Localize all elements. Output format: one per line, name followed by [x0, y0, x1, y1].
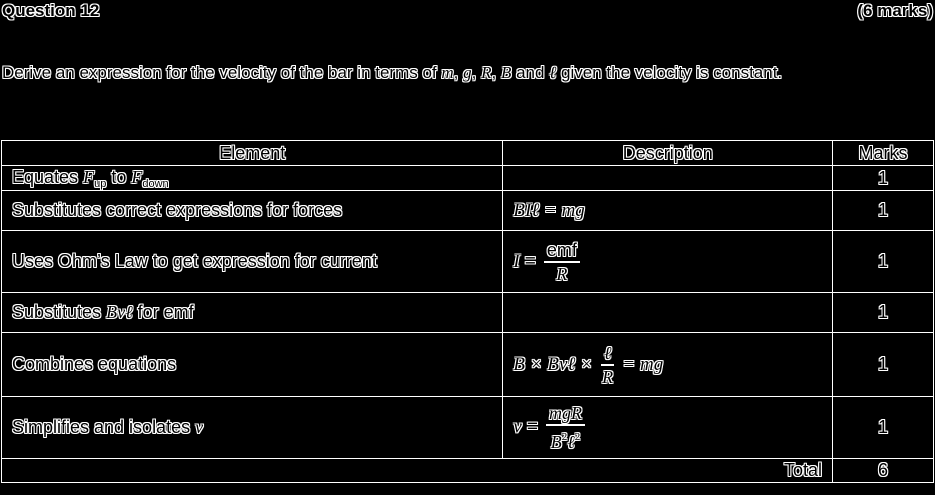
description-cell [503, 166, 833, 191]
equation: BIℓ = mg [513, 199, 585, 221]
equation-part-a: B × Bvℓ × [513, 353, 593, 375]
equation-part-b: = mg [622, 353, 664, 375]
element-text: Simplifies and isolates [12, 417, 191, 437]
marks-cell: 1 [833, 191, 934, 231]
force-symbol: F [131, 166, 143, 187]
element-cell [2, 166, 503, 191]
fraction [544, 240, 580, 284]
fraction-denominator [551, 426, 581, 452]
marks-cell: 1 [833, 293, 934, 333]
prompt-and: and [516, 63, 545, 82]
fraction-numerator: ℓ [601, 343, 615, 366]
fraction [601, 343, 615, 387]
prompt-suffix: given the velocity is constant. [561, 63, 783, 82]
element-cell: Substitutes correct expressions for forces [2, 191, 503, 231]
description-cell [503, 231, 833, 293]
header-element: Element [2, 141, 503, 166]
element-cell: Combines equations [2, 333, 503, 397]
question-marks: (6 marks) [857, 1, 933, 20]
var-l: ℓ [549, 63, 557, 82]
marks-cell: 1 [833, 397, 934, 459]
var-g: g [463, 63, 472, 82]
element-cell [2, 397, 503, 459]
den-sup: 2 [561, 431, 568, 443]
element-math: v [195, 417, 204, 437]
var-m: m [441, 63, 454, 82]
table-row [2, 191, 934, 231]
marks-cell: 1 [833, 231, 934, 293]
table-header-row [2, 141, 934, 166]
fraction-numerator: emf [544, 240, 580, 263]
element-cell [2, 293, 503, 333]
table-row [2, 397, 934, 459]
fraction-denominator: R [602, 366, 614, 387]
prompt-sep: , [471, 63, 477, 82]
subscript-up: up [94, 177, 107, 190]
prompt-sep: , [491, 63, 497, 82]
equals-sign: = [526, 416, 538, 438]
prompt-prefix: Derive an expression for the velocity of the bar in terms of [2, 63, 437, 82]
var-R: R [481, 63, 492, 82]
description-cell [503, 397, 833, 459]
prompt-sep: , [453, 63, 459, 82]
fraction [546, 403, 585, 452]
question-header [2, 0, 933, 24]
force-symbol: F [83, 166, 95, 187]
den-sup: 2 [574, 431, 581, 443]
marks-cell: 1 [833, 166, 934, 191]
element-math: Bvℓ [106, 302, 133, 322]
question-title: Question 12 [2, 1, 100, 20]
den-l: ℓ [567, 432, 575, 452]
description-cell [503, 191, 833, 231]
den-B: B [550, 432, 562, 452]
table-row [2, 166, 934, 191]
fraction-numerator: mgR [546, 403, 585, 426]
marks-cell: 1 [833, 333, 934, 397]
total-label: Total [2, 459, 833, 483]
description-cell [503, 293, 833, 333]
equation-lhs: v [513, 416, 522, 438]
marking-table [1, 140, 934, 483]
table-row [2, 293, 934, 333]
element-cell: Uses Ohm’s Law to get expression for current [2, 231, 503, 293]
table-row [2, 231, 934, 293]
total-value: 6 [833, 459, 934, 483]
fraction-denominator: R [556, 263, 568, 284]
header-description: Description [503, 141, 833, 166]
element-text: Substitutes [12, 302, 102, 322]
question-prompt [2, 57, 932, 89]
table-row [2, 333, 934, 397]
total-row [2, 459, 934, 483]
element-text: Equates [12, 166, 79, 187]
subscript-down: down [142, 177, 169, 190]
var-B: B [500, 63, 512, 82]
equals-sign: = [524, 250, 536, 272]
element-text-to: to [111, 166, 127, 187]
element-text-suffix: for emf [137, 302, 194, 322]
description-cell [503, 333, 833, 397]
equation-lhs: I [513, 250, 520, 272]
header-marks: Marks [833, 141, 934, 166]
